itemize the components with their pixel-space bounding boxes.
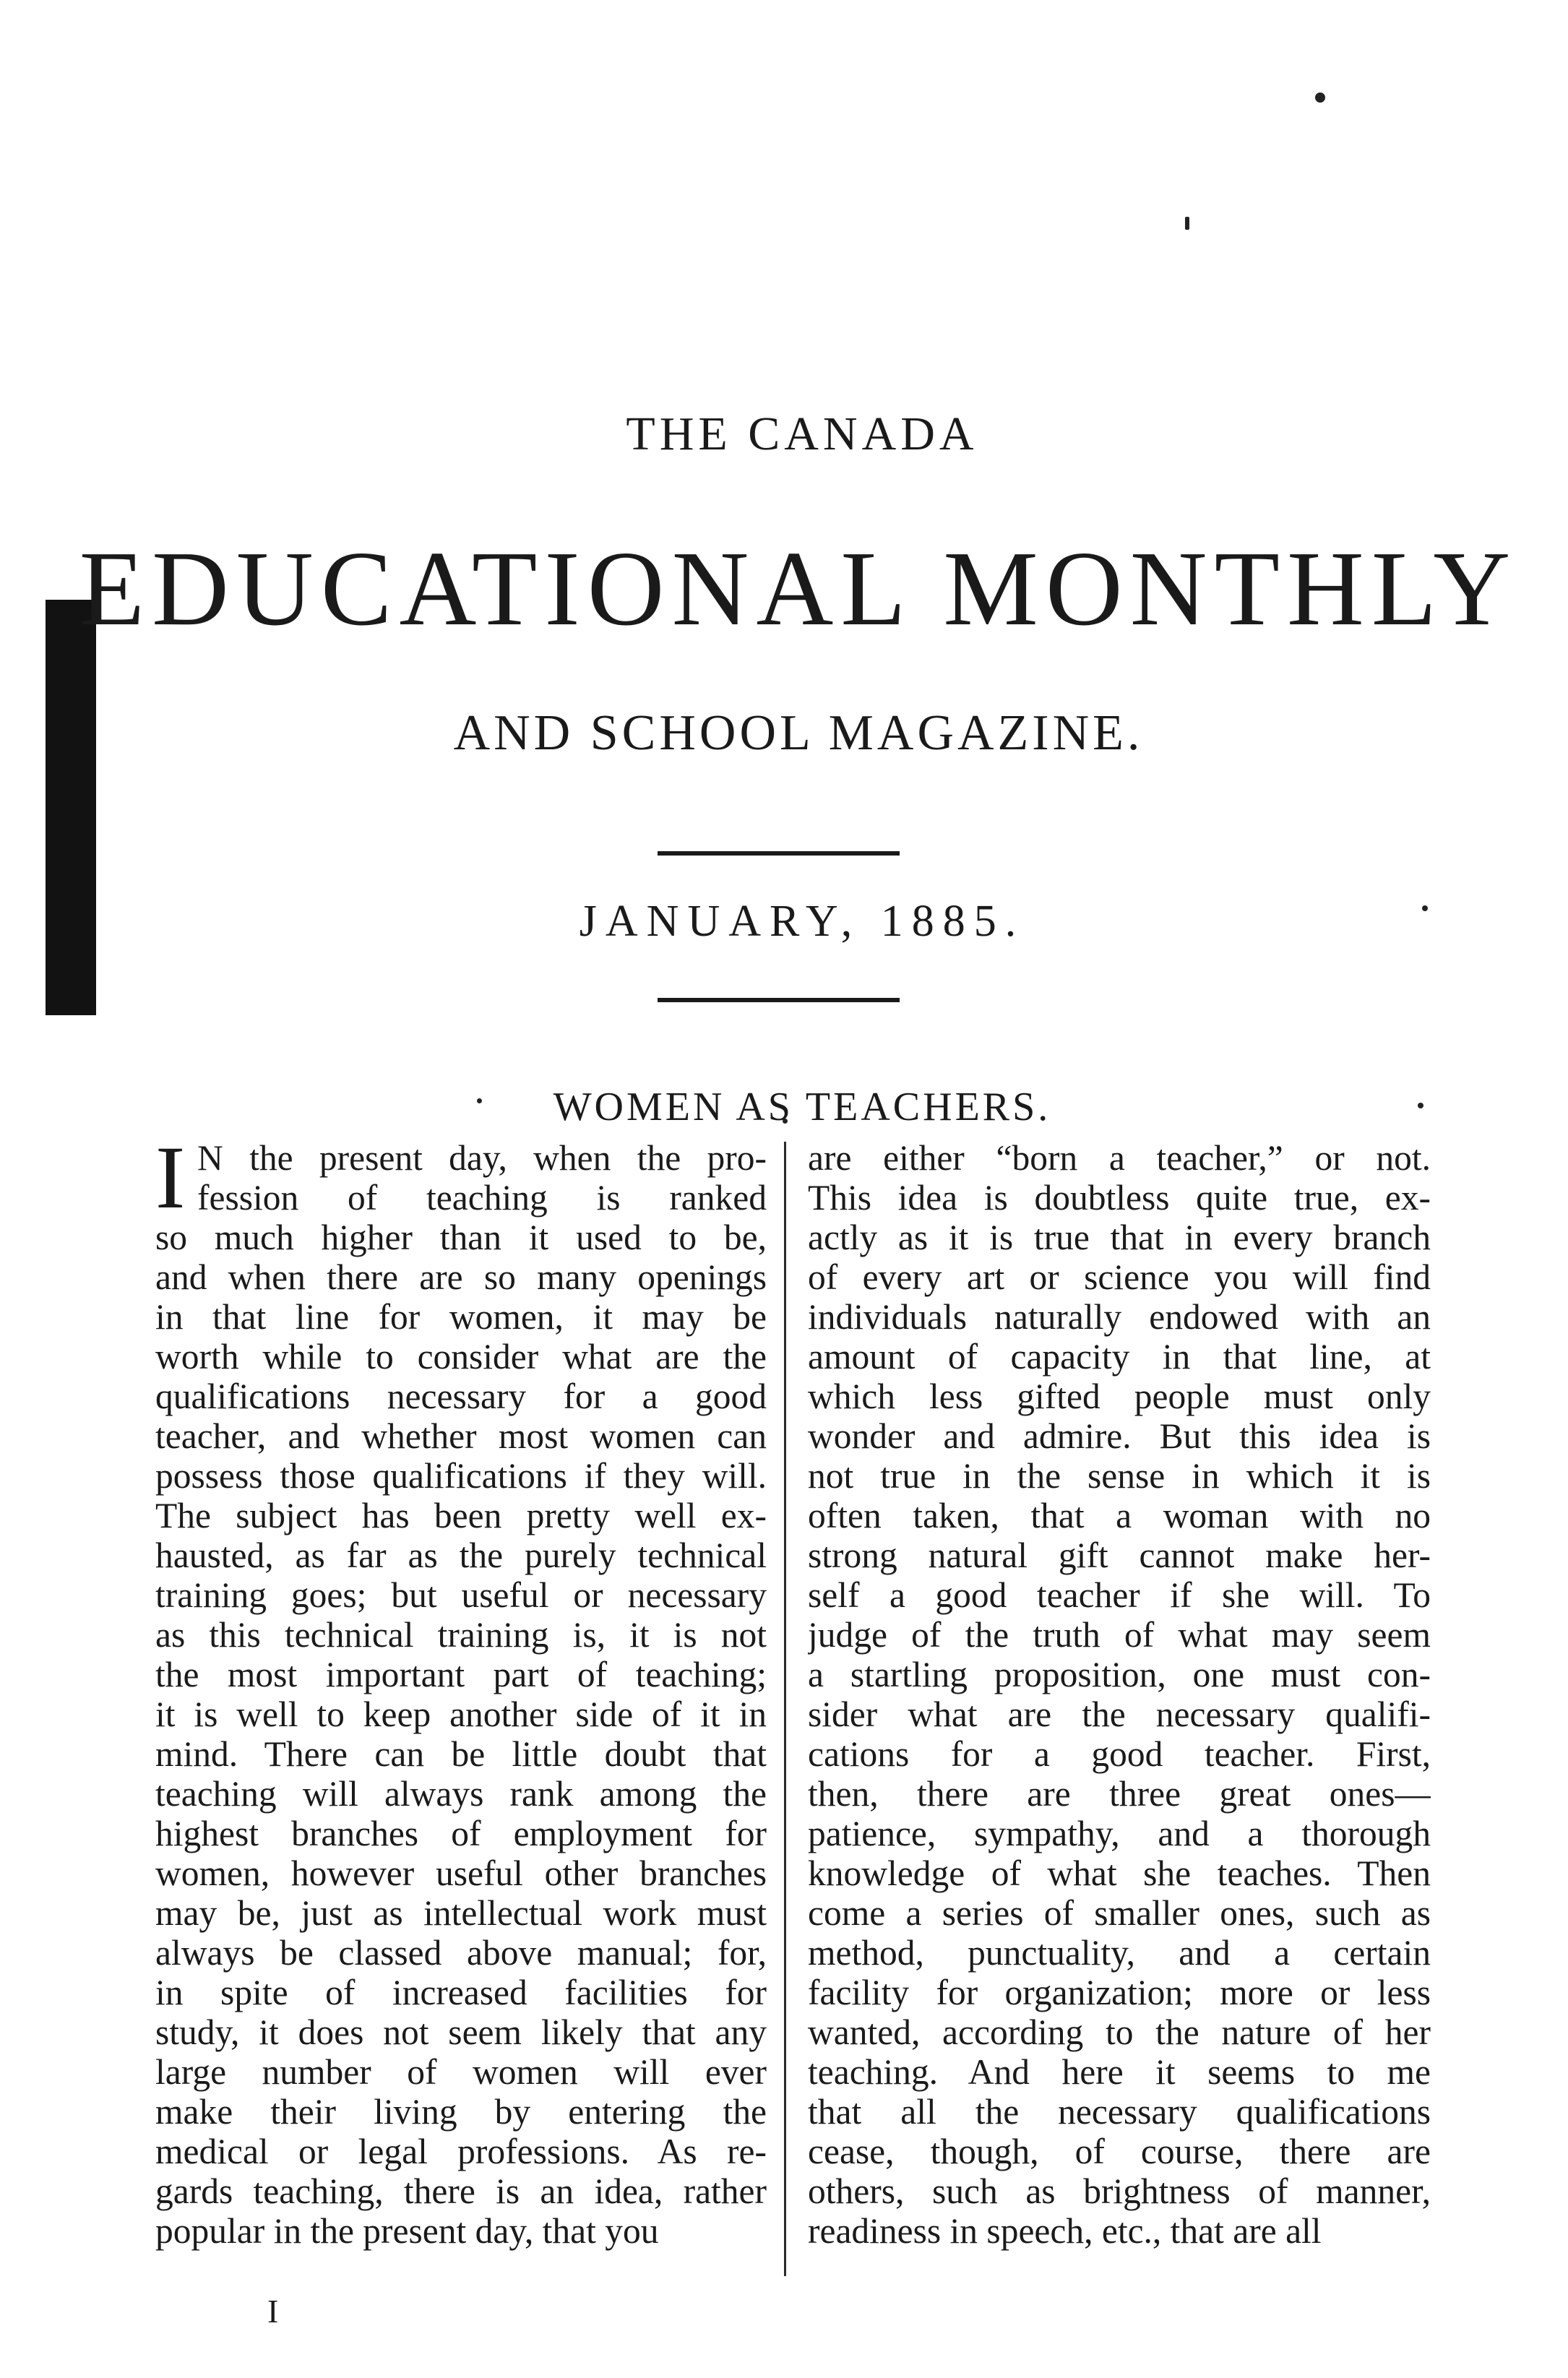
text-line: as this technical training is, it is not: [155, 1615, 767, 1655]
text-line: always be classed above manual; for,: [155, 1933, 767, 1973]
text-line: fession of teaching is ranked: [197, 1178, 767, 1218]
text-line: wanted, according to the nature of her: [808, 2012, 1431, 2052]
divider-rule: [658, 998, 900, 1002]
text-line: large number of women will ever: [155, 2052, 767, 2092]
masthead-subtitle: AND SCHOOL MAGAZINE.: [453, 705, 1144, 761]
text-line: medical or legal professions. As re-: [155, 2132, 767, 2171]
text-line: of every art or science you will find: [808, 1257, 1431, 1297]
text-line: often taken, that a woman with no: [808, 1496, 1431, 1535]
text-line: and when there are so many openings: [155, 1257, 767, 1297]
text-line: sider what are the necessary qualifi-: [808, 1694, 1431, 1734]
text-line: strong natural gift cannot make her-: [808, 1535, 1431, 1575]
text-line: teaching will always rank among the: [155, 1774, 767, 1814]
text-line: qualifications necessary for a good: [155, 1377, 767, 1416]
text-line: so much higher than it used to be,: [155, 1218, 767, 1257]
text-line: self a good teacher if she will. To: [808, 1575, 1431, 1615]
text-line: hausted, as far as the purely technical: [155, 1535, 767, 1575]
text-line: it is well to keep another side of it in: [155, 1694, 767, 1734]
text-line: actly as it is true that in every branch: [808, 1218, 1431, 1257]
text-line: are either “born a teacher,” or not.: [808, 1138, 1431, 1178]
article-column-left: [155, 1138, 767, 2301]
text-line: wonder and admire. But this idea is: [808, 1416, 1431, 1456]
text-line: judge of the truth of what may seem: [808, 1615, 1431, 1655]
text-line: N the present day, when the pro-: [197, 1138, 767, 1178]
drop-cap: I: [155, 1128, 186, 1227]
text-line: women, however useful other branches: [155, 1853, 767, 1893]
text-line: worth while to consider what are the: [155, 1337, 767, 1377]
text-line: the most important part of teaching;: [155, 1655, 767, 1694]
text-line: a startling proposition, one must con-: [808, 1655, 1431, 1694]
text-line: facility for organization; more or less: [808, 1973, 1431, 2012]
text-line: not true in the sense in which it is: [808, 1456, 1431, 1496]
article-column-right: [808, 1138, 1431, 2301]
text-line: individuals naturally endowed with an: [808, 1297, 1431, 1337]
column-divider: [784, 1142, 786, 2276]
masthead-title: EDUCATIONAL MONTHLY: [79, 530, 1518, 648]
page-number: I: [267, 2293, 279, 2330]
text-line: method, punctuality, and a certain: [808, 1933, 1431, 1973]
text-line: which less gifted people must only: [808, 1377, 1431, 1416]
text-line: cations for a good teacher. First,: [808, 1734, 1431, 1774]
text-line: then, there are three great ones—: [808, 1774, 1431, 1814]
issue-date: JANUARY, 1885.: [579, 897, 1025, 946]
text-line: patience, sympathy, and a thorough: [808, 1814, 1431, 1853]
text-line: teaching. And here it seems to me: [808, 2052, 1431, 2092]
text-line: highest branches of employment for: [155, 1814, 767, 1853]
text-line: cease, though, of course, there are: [808, 2132, 1431, 2171]
text-line: mind. There can be little doubt that: [155, 1734, 767, 1774]
text-line: in spite of increased facilities for: [155, 1973, 767, 2012]
text-line: come a series of smaller ones, such as: [808, 1893, 1431, 1933]
text-line: teacher, and whether most women can: [155, 1416, 767, 1456]
text-line: make their living by entering the: [155, 2092, 767, 2132]
text-line: study, it does not seem likely that any: [155, 2012, 767, 2052]
text-line: This idea is doubtless quite true, ex-: [808, 1178, 1431, 1218]
text-line: others, such as brightness of manner,: [808, 2171, 1431, 2211]
divider-rule: [658, 851, 900, 856]
running-head: THE CANADA: [626, 408, 978, 460]
scan-speck: [1315, 92, 1325, 103]
text-line: may be, just as intellectual work must: [155, 1893, 767, 1933]
text-line: amount of capacity in that line, at: [808, 1337, 1431, 1377]
binding-shadow: [46, 600, 96, 1015]
text-line: training goes; but useful or necessary: [155, 1575, 767, 1615]
text-line: The subject has been pretty well ex-: [155, 1496, 767, 1535]
text-line: readiness in speech, etc., that are all: [808, 2211, 1322, 2251]
text-line: popular in the present day, that you: [155, 2211, 659, 2251]
text-line: possess those qualifications if they will.: [155, 1456, 767, 1496]
text-line: gards teaching, there is an idea, rather: [155, 2171, 767, 2211]
article-title: WOMEN AS TEACHERS.: [553, 1085, 1051, 1129]
text-line: that all the necessary qualifications: [808, 2092, 1431, 2132]
text-line: knowledge of what she teaches. Then: [808, 1853, 1431, 1893]
scan-speck: [1185, 217, 1189, 230]
text-line: in that line for women, it may be: [155, 1297, 767, 1337]
